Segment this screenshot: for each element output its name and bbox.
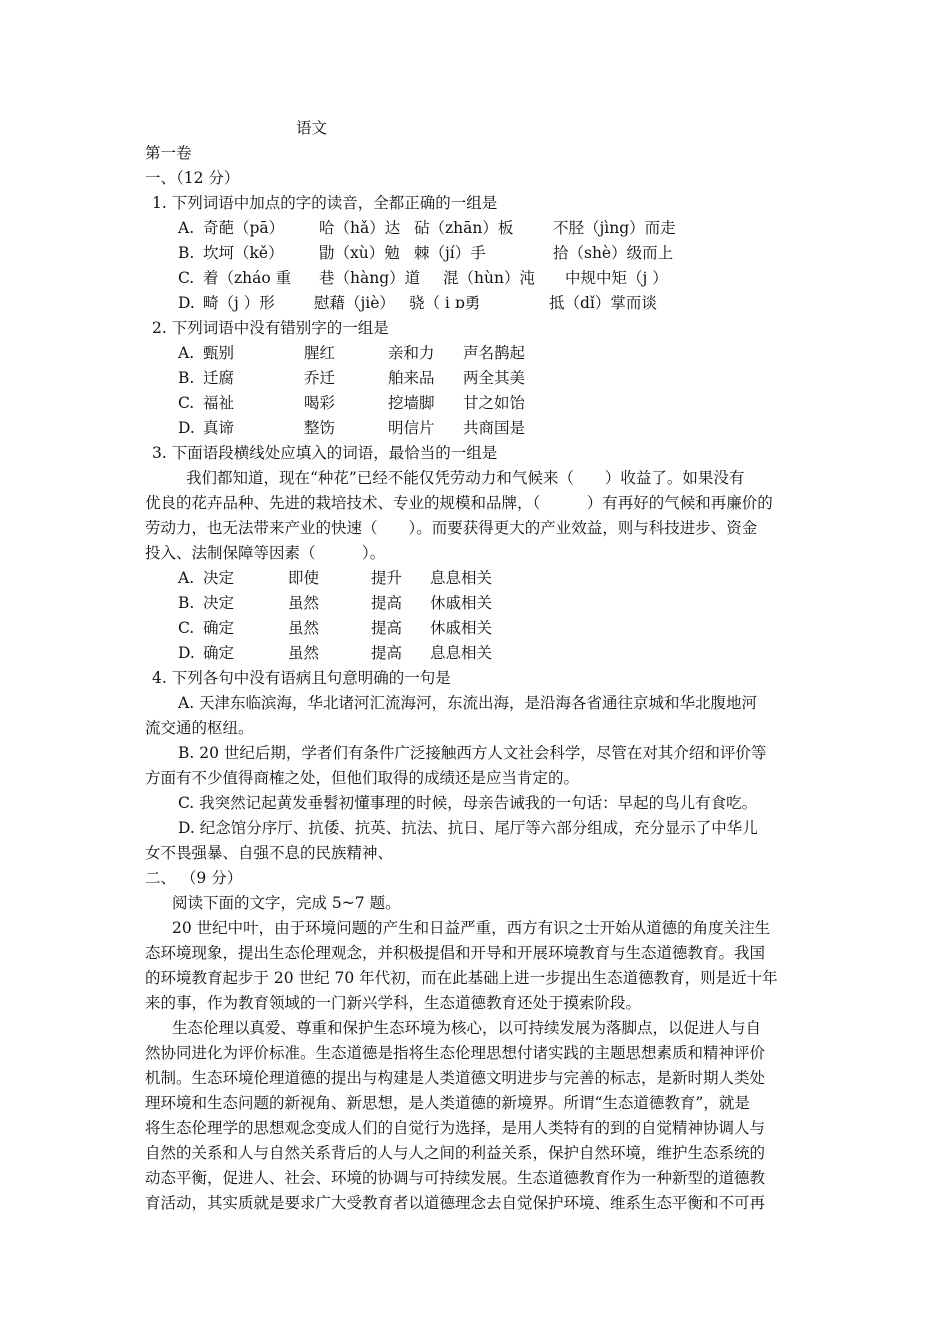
question-4-option-a-line: A. 天津东临滨海，华北诸河汇流海河，东流出海，是沿海各省通往京城和华北腹地河 [178, 694, 758, 712]
reading-paragraph-2-line: 将生态伦理学的思想观念变成人们的自觉行为选择，是用人类特有的到的自觉精神协调人与 [145, 1119, 766, 1137]
question-4-option-a-line: 流交通的枢纽。 [145, 719, 254, 737]
option-label: C. [178, 394, 195, 412]
option-cell: 慰藉（jiè） [314, 294, 395, 312]
option-cell: 提高 [371, 619, 403, 637]
option-cell: 勖（xù）勉 [319, 244, 400, 262]
option-cell: 哈（hǎ）达 [319, 219, 401, 237]
option-cell: 提高 [371, 594, 403, 612]
option-cell: 奇葩（pā） [203, 219, 285, 237]
section-2-heading: 二、 （9 分） [145, 869, 243, 887]
option-cell: 休戚相关 [430, 619, 493, 637]
option-cell: 挖墙脚 [388, 394, 435, 412]
option-cell: 确定 [203, 644, 235, 662]
option-label: B. [178, 594, 195, 612]
option-cell: 甘之如饴 [463, 394, 526, 412]
reading-paragraph-1-line: 20 世纪中叶，由于环境问题的产生和日益严重，西方有识之士开始从道德的角度关注生 [172, 919, 771, 937]
reading-paragraph-2-line: 自然的关系和人与自然关系背后的人与人之间的利益关系，保护自然环境，维护生态系统的 [145, 1144, 766, 1162]
option-cell: 中规中矩（j ） [565, 269, 668, 287]
section-1-heading: 一、（12 分） [145, 169, 240, 187]
question-1-stem: 1. 下列词语中加点的字的读音，全都正确的一组是 [152, 194, 498, 212]
option-cell: 明信片 [388, 419, 435, 437]
option-cell: 声名鹊起 [463, 344, 526, 362]
option-cell: 腥红 [304, 344, 336, 362]
option-cell: 确定 [203, 619, 235, 637]
option-cell: 虽然 [288, 644, 320, 662]
option-cell: 骁（ i ɒ勇 [409, 294, 481, 312]
option-cell: 着（zháo 重 [203, 269, 292, 287]
question-4-option-b-line: B. 20 世纪后期，学者们有条件广泛接触西方人文社会科学，尽管在对其介绍和评价等 [178, 744, 767, 762]
option-cell: 迁腐 [203, 369, 235, 387]
option-label: A. [178, 569, 195, 587]
reading-paragraph-2-line: 育活动，其实质就是要求广大受教育者以道德理念去自觉保护环境、维系生态平衡和不可再 [145, 1194, 766, 1212]
reading-paragraph-1-line: 来的事，作为教育领域的一门新兴学科，生态道德教育还处于摸索阶段。 [145, 994, 642, 1012]
option-cell: 畸（j ）形 [203, 294, 275, 312]
question-3-passage-line: 优良的花卉品种、先进的栽培技术、专业的规模和品牌，（ ）有再好的气候和再廉价的 [145, 494, 773, 512]
option-cell: 棘（jí）手 [414, 244, 486, 262]
option-cell: 巷（hàng）道 [319, 269, 421, 287]
section-2-intro: 阅读下面的文字，完成 5~7 题。 [172, 894, 401, 912]
option-cell: 坎坷（kě） [203, 244, 284, 262]
option-cell: 乔迁 [304, 369, 336, 387]
option-cell: 即使 [288, 569, 320, 587]
reading-paragraph-2-line: 然协同进化为评价标准。生态道德是指将生态伦理思想付诸实践的主题思想素质和精神评价 [145, 1044, 766, 1062]
option-cell: 拾（shè）级而上 [553, 244, 674, 262]
option-cell: 决定 [203, 594, 235, 612]
option-label: B. [178, 369, 195, 387]
option-cell: 整饬 [304, 419, 336, 437]
reading-paragraph-2-line: 动态平衡，促进人、社会、环境的协调与可持续发展。生态道德教育作为一种新型的道德教 [145, 1169, 766, 1187]
option-label: C. [178, 269, 195, 287]
question-3-passage-line: 劳动力，也无法带来产业的快速（ ）。而要获得更大的产业效益，则与科技进步、资金 [145, 519, 758, 537]
reading-paragraph-2-line: 机制。生态环境伦理道德的提出与构建是人类道德文明进步与完善的标志，是新时期人类处 [145, 1069, 766, 1087]
option-label: D. [178, 644, 195, 662]
reading-paragraph-1-line: 的环境教育起步于 20 世纪 70 年代初，而在此基础上进一步提出生态道德教育，则是近十年 [145, 969, 778, 987]
option-label: A. [178, 344, 195, 362]
option-cell: 虽然 [288, 594, 320, 612]
option-cell: 舶来品 [388, 369, 435, 387]
option-label: D. [178, 294, 195, 312]
question-4-option-d-line: D. 纪念馆分序厅、抗倭、抗英、抗法、抗日、尾厅等六部分组成，充分显示了中华儿 [178, 819, 758, 837]
option-label: B. [178, 244, 195, 262]
option-label: A. [178, 219, 195, 237]
reading-paragraph-2-line: 生态伦理以真爱、尊重和保护生态环境为核心，以可持续发展为落脚点，以促进人与自 [172, 1019, 762, 1037]
option-cell: 福祉 [203, 394, 235, 412]
option-cell: 息息相关 [430, 569, 493, 587]
option-cell: 息息相关 [430, 644, 493, 662]
option-cell: 喝彩 [304, 394, 336, 412]
option-cell: 共商国是 [463, 419, 526, 437]
page-title: 语文 [296, 119, 328, 137]
option-cell: 提高 [371, 644, 403, 662]
option-cell: 决定 [203, 569, 235, 587]
reading-paragraph-1-line: 态环境现象，提出生态伦理观念，并积极提倡和开导和开展环境教育与生态道德教育。我国 [145, 944, 766, 962]
option-label: C. [178, 619, 195, 637]
question-3-passage-line: 我们都知道，现在“种花”已经不能仅凭劳动力和气候来（ ）收益了。如果没有 [186, 469, 745, 487]
option-cell: 提升 [371, 569, 403, 587]
option-cell: 虽然 [288, 619, 320, 637]
question-4-option-d-line: 女不畏强暴、自强不息的民族精神、 [145, 844, 394, 862]
option-cell: 休戚相关 [430, 594, 493, 612]
option-cell: 不胫（jìng）而走 [553, 219, 676, 237]
option-cell: 混（hùn）沌 [443, 269, 535, 287]
option-cell: 抵（dǐ）掌而谈 [549, 294, 657, 312]
option-cell: 砧（zhān）板 [414, 219, 514, 237]
question-4-option-c-line: C. 我突然记起黄发垂髫初懂事理的时候，母亲告诫我的一句话：早起的鸟儿有食吃。 [178, 794, 758, 812]
question-3-stem: 3. 下面语段横线处应填入的词语，最恰当的一组是 [152, 444, 498, 462]
option-cell: 真谛 [203, 419, 235, 437]
option-cell: 两全其美 [463, 369, 526, 387]
question-4-option-b-line: 方面有不少值得商榷之处，但他们取得的成绩还是应当肯定的。 [145, 769, 580, 787]
option-cell: 甄别 [203, 344, 235, 362]
question-4-stem: 4. 下列各句中没有语病且句意明确的一句是 [152, 669, 451, 687]
reading-paragraph-2-line: 理环境和生态问题的新视角、新思想，是人类道德的新境界。所谓“生态道德教育”，就是 [145, 1094, 750, 1112]
question-2-stem: 2. 下列词语中没有错别字的一组是 [152, 319, 389, 337]
option-cell: 亲和力 [388, 344, 435, 362]
option-label: D. [178, 419, 195, 437]
question-3-passage-line: 投入、法制保障等因素（ ）。 [145, 544, 386, 562]
volume-heading: 第一卷 [145, 144, 192, 162]
